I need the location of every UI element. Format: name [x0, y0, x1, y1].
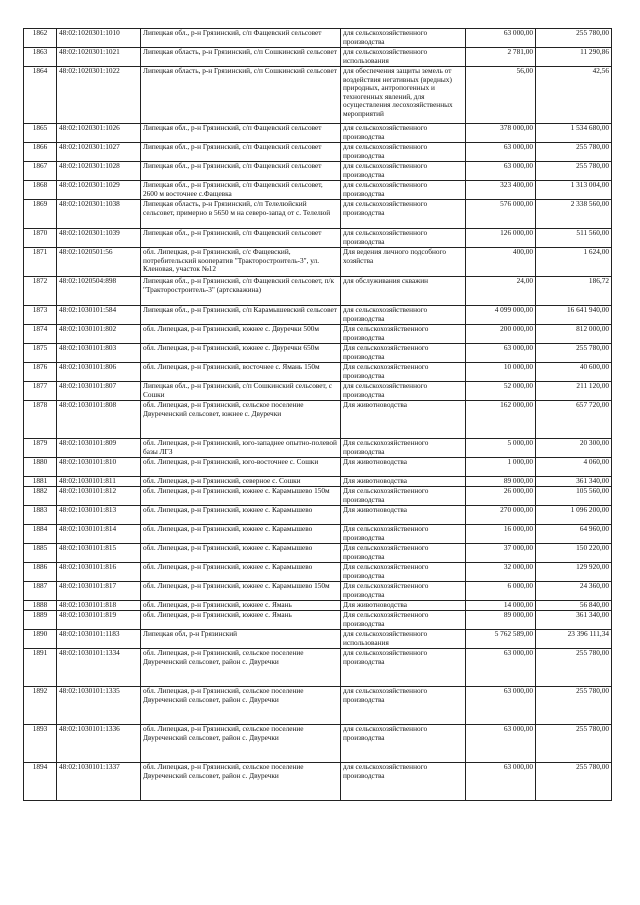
cadastral-number: 48:02:1020301:1026 — [57, 124, 141, 143]
permitted-use: Для сельскохозяйственного производства — [341, 525, 466, 544]
area-value: 270 000,00 — [466, 506, 536, 525]
location-address: Липецкая обл, р-н Грязинский — [141, 630, 341, 649]
area-value: 16 000,00 — [466, 525, 536, 544]
area-value: 24,00 — [466, 277, 536, 306]
location-address: Липецкая обл., р-н Грязинский, с/п Фащевский сельсовет — [141, 124, 341, 143]
permitted-use: Для сельскохозяйственного производства — [341, 611, 466, 630]
cadastral-number: 48:02:1030101:584 — [57, 306, 141, 325]
area-value: 63 000,00 — [466, 649, 536, 687]
area-value: 5 000,00 — [466, 439, 536, 458]
permitted-use: для сельскохозяйственного производства — [341, 649, 466, 687]
cadastral-number: 48:02:1020301:1038 — [57, 200, 141, 229]
area-value: 63 000,00 — [466, 763, 536, 801]
cadastral-value: 1 096 200,00 — [536, 506, 612, 525]
row-number: 1865 — [24, 124, 57, 143]
permitted-use: для сельскохозяйственного производства — [341, 725, 466, 763]
cadastral-value: 64 960,00 — [536, 525, 612, 544]
cadastral-value: 255 780,00 — [536, 725, 612, 763]
table-row — [24, 124, 612, 143]
cadastral-number: 48:02:1030101:806 — [57, 363, 141, 382]
permitted-use: Для сельскохозяйственного производства — [341, 344, 466, 363]
table-row — [24, 687, 612, 725]
location-address: обл. Липецкая, р-н Грязинский, южнее с. Карамышево — [141, 563, 341, 582]
area-value: 10 000,00 — [466, 363, 536, 382]
cadastral-value: 255 780,00 — [536, 687, 612, 725]
cadastral-number: 48:02:1020301:1028 — [57, 162, 141, 181]
location-address: обл. Липецкая, р-н Грязинский, северное с. Сошки — [141, 477, 341, 487]
cadastral-value: 255 780,00 — [536, 143, 612, 162]
row-number: 1890 — [24, 630, 57, 649]
table-row — [24, 458, 612, 477]
cadastral-value: 255 780,00 — [536, 763, 612, 801]
area-value: 89 000,00 — [466, 611, 536, 630]
permitted-use: для сельскохозяйственного производства — [341, 687, 466, 725]
cadastral-number: 48:02:1030101:1334 — [57, 649, 141, 687]
cadastral-value: 1 313 004,00 — [536, 181, 612, 200]
row-number: 1893 — [24, 725, 57, 763]
row-number: 1876 — [24, 363, 57, 382]
location-address: Липецкая обл., р-н Грязинский, с/п Карамышевский сельсовет — [141, 306, 341, 325]
area-value: 4 099 000,00 — [466, 306, 536, 325]
table-row — [24, 630, 612, 649]
row-number: 1869 — [24, 200, 57, 229]
cadastral-value: 255 780,00 — [536, 29, 612, 48]
cadastral-value: 56 840,00 — [536, 601, 612, 611]
cadastral-value: 24 360,00 — [536, 582, 612, 601]
cadastral-value: 255 780,00 — [536, 649, 612, 687]
table-row — [24, 601, 612, 611]
location-address: Липецкая обл., р-н Грязинский, с/п Фащевский сельсовет, 2600 м восточнее с.Фащевка — [141, 181, 341, 200]
row-number: 1870 — [24, 229, 57, 248]
cadastral-number: 48:02:1030101:808 — [57, 401, 141, 439]
table-row — [24, 143, 612, 162]
table-row — [24, 439, 612, 458]
table-row — [24, 181, 612, 200]
location-address: обл. Липецкая, р-н Грязинский, восточнее с. Ямань 150м — [141, 363, 341, 382]
table-row — [24, 477, 612, 487]
cadastral-value: 129 920,00 — [536, 563, 612, 582]
permitted-use: Для животноводства — [341, 401, 466, 439]
cadastral-number: 48:02:1030101:1336 — [57, 725, 141, 763]
table-row — [24, 401, 612, 439]
area-value: 32 000,00 — [466, 563, 536, 582]
row-number: 1872 — [24, 277, 57, 306]
location-address: Липецкая обл., р-н Грязинский, с/п Фащевский сельсовет — [141, 29, 341, 48]
row-number: 1883 — [24, 506, 57, 525]
permitted-use: Для животноводства — [341, 506, 466, 525]
location-address: обл. Липецкая, р-н Грязинский, южнее с. Ямань — [141, 601, 341, 611]
row-number: 1868 — [24, 181, 57, 200]
cadastral-value: 211 120,00 — [536, 382, 612, 401]
permitted-use: Для сельскохозяйственного производства — [341, 439, 466, 458]
row-number: 1871 — [24, 248, 57, 277]
cadastral-number: 48:02:1030101:1337 — [57, 763, 141, 801]
cadastral-number: 48:02:1030101:1335 — [57, 687, 141, 725]
location-address: обл. Липецкая, р-н Грязинский, сельское поселение Двуреченский сельсовет, район с. Двуречки — [141, 725, 341, 763]
permitted-use: для сельскохозяйственного использования — [341, 630, 466, 649]
permitted-use: для сельскохозяйственного производства — [341, 229, 466, 248]
cadastral-value: 1 624,00 — [536, 248, 612, 277]
row-number: 1864 — [24, 67, 57, 124]
location-address: обл. Липецкая, р-н Грязинский, южнее с. Карамышево — [141, 506, 341, 525]
location-address: обл. Липецкая, р-н Грязинский, южнее с. Карамышево — [141, 525, 341, 544]
area-value: 126 000,00 — [466, 229, 536, 248]
table-row — [24, 382, 612, 401]
permitted-use: для обслуживания скважин — [341, 277, 466, 306]
cadastral-value: 361 340,00 — [536, 477, 612, 487]
permitted-use: для сельскохозяйственного производства — [341, 763, 466, 801]
row-number: 1878 — [24, 401, 57, 439]
table-row — [24, 649, 612, 687]
row-number: 1867 — [24, 162, 57, 181]
permitted-use: для сельскохозяйственного производства — [341, 181, 466, 200]
permitted-use: для сельскохозяйственного производства — [341, 124, 466, 143]
area-value: 52 000,00 — [466, 382, 536, 401]
row-number: 1891 — [24, 649, 57, 687]
table-row — [24, 229, 612, 248]
cadastral-value: 20 300,00 — [536, 439, 612, 458]
row-number: 1892 — [24, 687, 57, 725]
permitted-use: Для сельскохозяйственного производства — [341, 325, 466, 344]
cadastral-value: 255 780,00 — [536, 344, 612, 363]
cadastral-value: 11 290,86 — [536, 48, 612, 67]
permitted-use: Для животноводства — [341, 458, 466, 477]
row-number: 1862 — [24, 29, 57, 48]
table-row — [24, 525, 612, 544]
permitted-use: Для сельскохозяйственного производства — [341, 582, 466, 601]
permitted-use: Для сельскохозяйственного производства — [341, 487, 466, 506]
location-address: Липецкая область, р-н Грязинский, с/п Телелюйский сельсовет, примерно в 5650 м на северо-запад от с. Телелюй — [141, 200, 341, 229]
cadastral-number: 48:02:1020301:1010 — [57, 29, 141, 48]
location-address: обл. Липецкая, р-н Грязинский, южнее с. Карамышево — [141, 544, 341, 563]
row-number: 1875 — [24, 344, 57, 363]
permitted-use: для сельскохозяйственного производства — [341, 382, 466, 401]
permitted-use: для сельскохозяйственного использования — [341, 48, 466, 67]
cadastral-number: 48:02:1020301:1039 — [57, 229, 141, 248]
cadastral-value: 105 560,00 — [536, 487, 612, 506]
cadastral-value: 4 060,00 — [536, 458, 612, 477]
permitted-use: для сельскохозяйственного производства — [341, 306, 466, 325]
cadastral-number: 48:02:1030101:811 — [57, 477, 141, 487]
cadastral-number: 48:02:1020301:1022 — [57, 67, 141, 124]
table-row — [24, 162, 612, 181]
table-row — [24, 506, 612, 525]
area-value: 1 000,00 — [466, 458, 536, 477]
table-row — [24, 763, 612, 801]
location-address: обл. Липецкая, р-н Грязинский, южнее с. Ямань — [141, 611, 341, 630]
cadastral-number: 48:02:1030101:816 — [57, 563, 141, 582]
cadastral-value: 511 560,00 — [536, 229, 612, 248]
area-value: 26 000,00 — [466, 487, 536, 506]
location-address: обл. Липецкая, р-н Грязинский, сельское поселение Двуреченский сельсовет, южнее с. Двуречки — [141, 401, 341, 439]
cadastral-value: 361 340,00 — [536, 611, 612, 630]
area-value: 5 762 589,00 — [466, 630, 536, 649]
location-address: Липецкая обл., р-н Грязинский, с/п Фащевский сельсовет — [141, 143, 341, 162]
area-value: 2 781,00 — [466, 48, 536, 67]
table-row — [24, 248, 612, 277]
row-number: 1884 — [24, 525, 57, 544]
location-address: Липецкая обл., р-н Грязинский, с/п Сошкинский сельсовет, с Сошки — [141, 382, 341, 401]
cadastral-value: 16 641 940,00 — [536, 306, 612, 325]
cadastral-number: 48:02:1030101:815 — [57, 544, 141, 563]
cadastral-value: 40 600,00 — [536, 363, 612, 382]
location-address: обл. Липецкая, р-н Грязинский, южнее с. Двуречки 650м — [141, 344, 341, 363]
area-value: 63 000,00 — [466, 162, 536, 181]
cadastral-value: 186,72 — [536, 277, 612, 306]
area-value: 63 000,00 — [466, 725, 536, 763]
table-row — [24, 725, 612, 763]
location-address: Липецкая область, р-н Грязинский, с/п Сошкинский сельсовет — [141, 48, 341, 67]
area-value: 63 000,00 — [466, 344, 536, 363]
area-value: 63 000,00 — [466, 29, 536, 48]
cadastral-number: 48:02:1020301:1027 — [57, 143, 141, 162]
permitted-use: Для сельскохозяйственного производства — [341, 544, 466, 563]
permitted-use: для сельскохозяйственного производства — [341, 162, 466, 181]
row-number: 1887 — [24, 582, 57, 601]
row-number: 1885 — [24, 544, 57, 563]
area-value: 89 000,00 — [466, 477, 536, 487]
permitted-use: для сельскохозяйственного производства — [341, 143, 466, 162]
area-value: 6 000,00 — [466, 582, 536, 601]
row-number: 1886 — [24, 563, 57, 582]
row-number: 1889 — [24, 611, 57, 630]
cadastral-value: 150 220,00 — [536, 544, 612, 563]
permitted-use: для сельскохозяйственного производства — [341, 29, 466, 48]
area-value: 14 000,00 — [466, 601, 536, 611]
table-row — [24, 611, 612, 630]
table-row — [24, 487, 612, 506]
cadastral-number: 48:02:1030101:812 — [57, 487, 141, 506]
table-row — [24, 277, 612, 306]
table-row — [24, 48, 612, 67]
row-number: 1874 — [24, 325, 57, 344]
row-number: 1882 — [24, 487, 57, 506]
permitted-use: Для сельскохозяйственного производства — [341, 363, 466, 382]
location-address: Липецкая обл., р-н Грязинский, с/п Фащевский сельсовет — [141, 162, 341, 181]
table-row — [24, 200, 612, 229]
permitted-use: Для ведения личного подсобного хозяйства — [341, 248, 466, 277]
table-row — [24, 544, 612, 563]
land-plots-table — [23, 28, 612, 801]
cadastral-number: 48:02:1030101:803 — [57, 344, 141, 363]
area-value: 162 000,00 — [466, 401, 536, 439]
cadastral-number: 48:02:1020301:1029 — [57, 181, 141, 200]
row-number: 1879 — [24, 439, 57, 458]
cadastral-value: 657 720,00 — [536, 401, 612, 439]
permitted-use: Для сельскохозяйственного производства — [341, 563, 466, 582]
table-row — [24, 325, 612, 344]
cadastral-number: 48:02:1030101:813 — [57, 506, 141, 525]
cadastral-value: 42,56 — [536, 67, 612, 124]
location-address: обл. Липецкая, р-н Грязинский, сельское поселение Двуреченский сельсовет, район с. Двуречки — [141, 687, 341, 725]
row-number: 1877 — [24, 382, 57, 401]
cadastral-number: 48:02:1020301:1021 — [57, 48, 141, 67]
row-number: 1866 — [24, 143, 57, 162]
row-number: 1894 — [24, 763, 57, 801]
row-number: 1873 — [24, 306, 57, 325]
cadastral-number: 48:02:1030101:810 — [57, 458, 141, 477]
table-body — [24, 29, 612, 801]
permitted-use: Для животноводства — [341, 477, 466, 487]
table-row — [24, 563, 612, 582]
permitted-use: для сельскохозяйственного производства — [341, 200, 466, 229]
cadastral-number: 48:02:1030101:807 — [57, 382, 141, 401]
row-number: 1881 — [24, 477, 57, 487]
row-number: 1880 — [24, 458, 57, 477]
location-address: обл. Липецкая, р-н Грязинский, юго-западнее опытно-полевой базы ЛГЗ — [141, 439, 341, 458]
cadastral-value: 2 338 560,00 — [536, 200, 612, 229]
area-value: 576 000,00 — [466, 200, 536, 229]
cadastral-number: 48:02:1030101:1183 — [57, 630, 141, 649]
document-page — [23, 28, 611, 801]
location-address: обл. Липецкая, р-н Грязинский, южнее с. Карамышево 150м — [141, 487, 341, 506]
cadastral-number: 48:02:1030101:814 — [57, 525, 141, 544]
cadastral-number: 48:02:1030101:819 — [57, 611, 141, 630]
table-row — [24, 67, 612, 124]
location-address: обл. Липецкая, р-н Грязинский, с/с Фащевский, потребительский кооператив "Тракторостроитель-3", ул. Кленовая, участок №12 — [141, 248, 341, 277]
area-value: 200 000,00 — [466, 325, 536, 344]
permitted-use: Для животноводства — [341, 601, 466, 611]
cadastral-value: 255 780,00 — [536, 162, 612, 181]
table-row — [24, 344, 612, 363]
area-value: 378 000,00 — [466, 124, 536, 143]
location-address: обл. Липецкая, р-н Грязинский, сельское поселение Двуреченский сельсовет, район с. Двуречки — [141, 763, 341, 801]
table-row — [24, 363, 612, 382]
cadastral-number: 48:02:1020501:56 — [57, 248, 141, 277]
cadastral-number: 48:02:1030101:802 — [57, 325, 141, 344]
location-address: обл. Липецкая, р-н Грязинский, южнее с. Карамышево 150м — [141, 582, 341, 601]
location-address: Липецкая обл., р-н Грязинский, с/п Фащевский сельсовет, п/к "Тракторостроитель-3" (артскважина) — [141, 277, 341, 306]
cadastral-number: 48:02:1030101:817 — [57, 582, 141, 601]
area-value: 56,00 — [466, 67, 536, 124]
row-number: 1888 — [24, 601, 57, 611]
area-value: 37 000,00 — [466, 544, 536, 563]
table-row — [24, 582, 612, 601]
area-value: 400,00 — [466, 248, 536, 277]
cadastral-value: 1 534 680,00 — [536, 124, 612, 143]
permitted-use: для обеспечения защиты земель от воздействия негативных (вредных) природных, антропогенных и техногенных явлений, для осуществления лесохозяйственных мероприятий — [341, 67, 466, 124]
table-row — [24, 29, 612, 48]
table-row — [24, 306, 612, 325]
location-address: обл. Липецкая, р-н Грязинский, сельское поселение Двуреченский сельсовет, район с. Двуречки — [141, 649, 341, 687]
area-value: 63 000,00 — [466, 143, 536, 162]
location-address: обл. Липецкая, р-н Грязинский, южнее с. Двуречки 500м — [141, 325, 341, 344]
cadastral-number: 48:02:1030101:809 — [57, 439, 141, 458]
cadastral-value: 812 000,00 — [536, 325, 612, 344]
cadastral-value: 23 396 111,34 — [536, 630, 612, 649]
cadastral-number: 48:02:1020504:898 — [57, 277, 141, 306]
location-address: обл. Липецкая, р-н Грязинский, юго-восточнее с. Сошки — [141, 458, 341, 477]
location-address: Липецкая область, р-н Грязинский, с/п Сошкинский сельсовет — [141, 67, 341, 124]
area-value: 63 000,00 — [466, 687, 536, 725]
area-value: 323 400,00 — [466, 181, 536, 200]
location-address: Липецкая обл., р-н Грязинский, с/п Фащевский сельсовет — [141, 229, 341, 248]
row-number: 1863 — [24, 48, 57, 67]
cadastral-number: 48:02:1030101:818 — [57, 601, 141, 611]
